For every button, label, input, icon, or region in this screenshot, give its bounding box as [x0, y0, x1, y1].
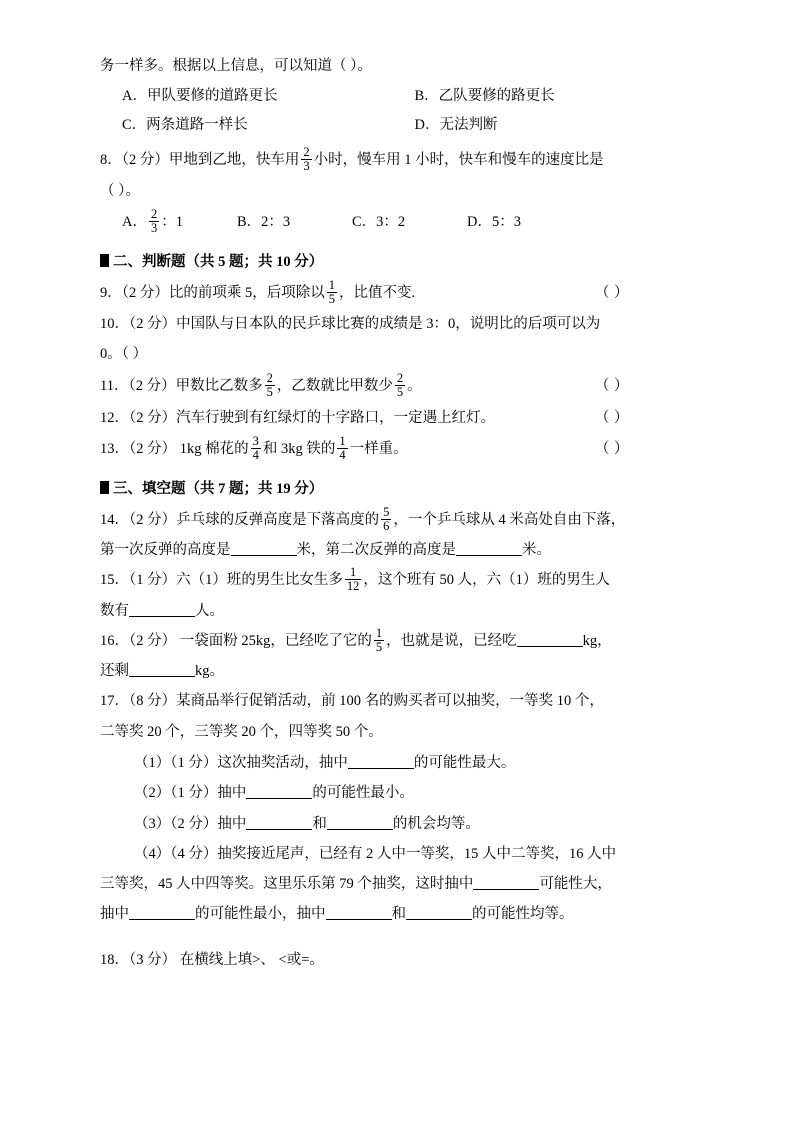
question-8-number: 8．（2 分）甲地到乙地，快车用 [100, 152, 300, 169]
question-12-answer-box[interactable]: （ ） [594, 409, 629, 426]
question-17-line1: 17．（8 分）某商品举行促销活动，前 100 名的购买者可以抽奖，一等奖 10 个， [100, 693, 604, 710]
answer-blank-2[interactable] [129, 919, 195, 920]
fraction-one-fifth: $\frac{1}{5}$ [328, 278, 335, 307]
question-7-options-row-2 [100, 111, 707, 140]
question-12-text: 12．（2 分）汽车行驶到有红绿灯的十字路口，一定遇上红灯。 [100, 409, 496, 426]
fraction-five-sixths: $\frac{5}{6}$ [383, 504, 390, 533]
question-17-sub-4-line1: （4）（4 分）抽奖接近尾声，已经有 2 人中一等奖，15 人中二等奖，16 人中 [134, 846, 617, 863]
question-13-text: 13．（2 分） 1kg 棉花的 $\frac{3}{4}$ 和 3kg 铁的 $\frac{1}{4}$ 一样重。 [100, 434, 408, 463]
question-13-answer-box[interactable]: （ ） [594, 441, 629, 458]
question-10-line2[interactable]: 0。（ ） [100, 346, 148, 363]
question-17-sub-1: （1）（1 分）这次抽奖活动，抽中 的可能性最大。 [134, 755, 516, 771]
fraction-two-fifths-2: $\frac{2}{5}$ [396, 370, 404, 399]
fraction-two-fifths-1: $\frac{2}{5}$ [266, 370, 273, 399]
question-16-line2: 还剩 kg。 [100, 663, 224, 680]
question-15-line1: 15．（1 分）六（1）班的男生比女生多 $\frac{1}{12}$ ，这个班有 50 人，六（1）班的男生人 [100, 565, 610, 594]
answer-blank-2[interactable] [327, 829, 393, 830]
section-heading-true-false [100, 249, 707, 277]
option-b[interactable]: B．2：3 [237, 213, 291, 230]
fraction-one-fourth: $\frac{1}{4}$ [339, 434, 346, 463]
question-12 [100, 403, 707, 435]
answer-blank-1[interactable] [231, 555, 297, 556]
option-d[interactable]: D．5：3 [467, 213, 521, 230]
question-8-answer-paren[interactable]: （ ）。 [100, 182, 140, 199]
question-14-line1 [100, 506, 707, 534]
question-14-text-b: ，一个乒乓球从 4 米高处自由下落， [393, 511, 626, 528]
question-11-answer-box[interactable]: （ ） [594, 377, 629, 394]
answer-blank-1[interactable] [473, 889, 539, 890]
answer-blank-3[interactable] [326, 919, 392, 920]
section-heading-fill-blank [100, 476, 707, 504]
fraction-three-fourths: $\frac{3}{4}$ [252, 434, 259, 463]
question-10-line1: 10．（2 分）中国队与日本队的民乒球比赛的成绩是 3：0，说明比的后项可以为 [100, 316, 601, 333]
option-d[interactable]: D．无法判断 [414, 117, 498, 134]
question-16-line1: 16．（2 分） 一袋面粉 25kg，已经吃了它的 $\frac{1}{5}$ ，也就是说，已经吃 kg， [100, 625, 612, 654]
section-marker [100, 481, 109, 494]
answer-blank[interactable] [348, 768, 414, 769]
fraction-one-twelfth: $\frac{1}{12}$ [346, 565, 360, 594]
answer-blank-1[interactable] [246, 829, 312, 830]
question-9 [100, 278, 707, 310]
question-17-sub-3: （3）（2 分）抽中 和 的机会均等。 [134, 815, 480, 832]
option-b[interactable]: B．乙队要修的路更长 [414, 88, 555, 105]
fraction-two-thirds-option: $\frac{2}{3}$ [150, 206, 158, 235]
question-9-text: 9．（2 分）比的前项乘 5，后项除以 $\frac{1}{5}$ ，比值不变. [100, 278, 416, 307]
fraction-two-thirds: $\frac{2}{3}$ [303, 145, 310, 174]
question-15-line2: 数有 人。 [100, 602, 224, 619]
question-11-text: 11．（2 分）甲数比乙数多 $\frac{2}{5}$ ，乙数就比甲数少 $\frac{2}{5}$ 。 [100, 370, 422, 399]
question-17-sub-4-line2: 三等奖，45 人中四等奖。这里乐乐第 79 个抽奖，这时抽中 可能性大， [100, 875, 612, 892]
option-c[interactable]: C．两条道路一样长 [122, 117, 248, 134]
question-7-stem-tail: 务一样多。根据以上信息，可以知道（ ）。 [100, 58, 372, 74]
answer-blank-4[interactable] [406, 919, 472, 920]
answer-blank-1[interactable] [517, 646, 583, 647]
answer-blank-2[interactable] [129, 676, 195, 677]
question-17-sub-2: （2）（1 分）抽中 的可能性最小。 [134, 785, 414, 802]
answer-blank[interactable] [246, 798, 312, 799]
question-17-line2: 二等奖 20 个，三等奖 20 个，四等奖 50 个。 [100, 723, 383, 740]
question-9-answer-box[interactable]: （ ） [594, 285, 629, 302]
option-a[interactable]: A． $\frac{2}{3}$ ：1 [122, 206, 183, 235]
section-marker [100, 254, 109, 267]
question-13 [100, 434, 707, 466]
question-8-stem [100, 146, 707, 174]
answer-blank-2[interactable] [456, 555, 522, 556]
question-8-options [100, 207, 707, 239]
fraction-one-fifth: $\frac{1}{5}$ [375, 625, 383, 654]
question-18: 18．（3 分） 在横线上填>、 <或=。 [100, 952, 324, 969]
option-a[interactable]: A．甲队要修的道路更长 [122, 88, 278, 105]
option-c[interactable]: C．3：2 [352, 213, 406, 230]
question-17-sub-4-line3: 抽中 的可能性最小，抽中 和 的可能性均等。 [100, 906, 574, 923]
question-11 [100, 371, 707, 403]
question-8-stem-tail: 小时，慢车用 1 小时，快车和慢车的速度比是 [313, 152, 604, 169]
answer-blank-1[interactable] [129, 616, 195, 617]
question-14-line2: 第一次反弹的高度是 米，第二次反弹的高度是 米。 [100, 542, 551, 559]
section-heading-text: 二、判断题（共 5 题；共 10 分） [113, 253, 324, 270]
question-14-text-a: 14．（2 分）乒乓球的反弹高度是下落高度的 [100, 511, 380, 528]
section-heading-text: 三、填空题（共 7 题；共 19 分） [113, 481, 324, 498]
question-7-options-row-1 [100, 82, 707, 111]
